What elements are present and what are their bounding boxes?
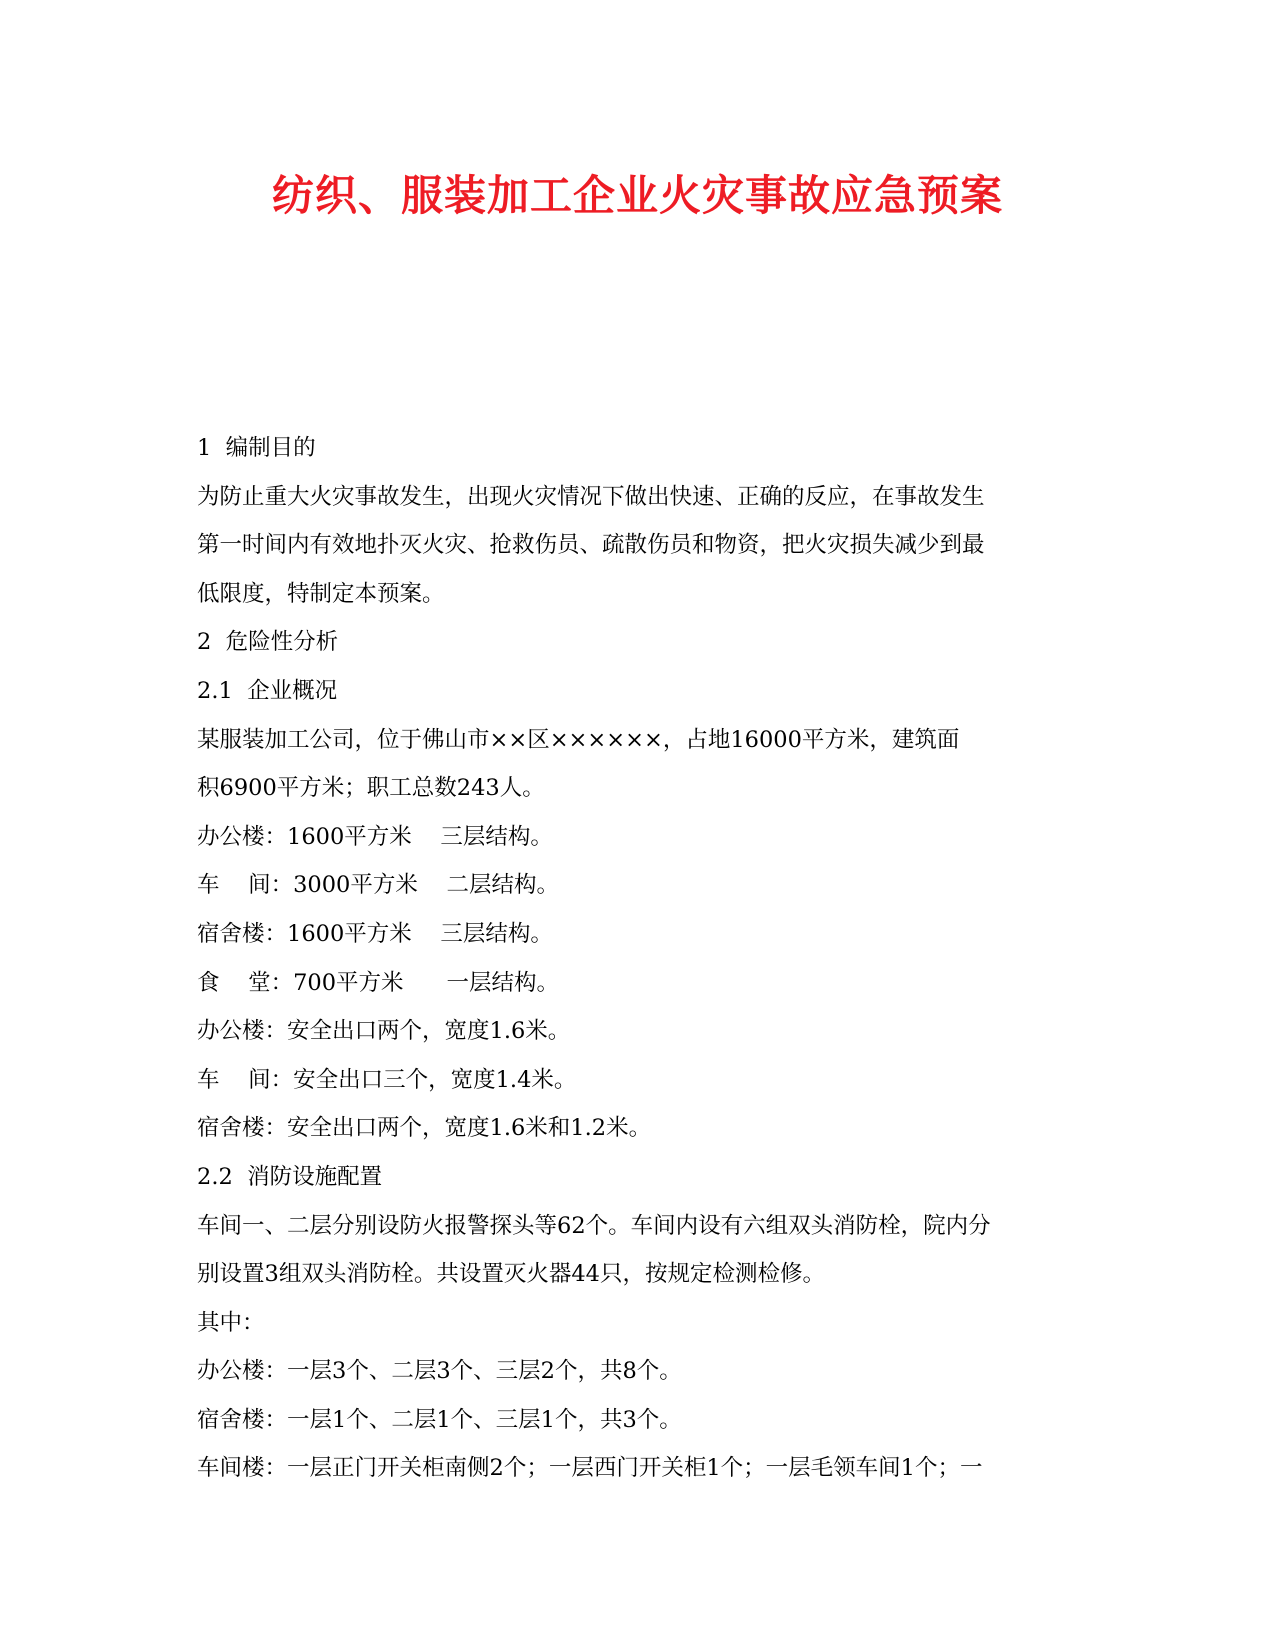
extinguisher-line: 办公楼：一层3个、二层3个、三层2个，共8个。 (197, 1358, 682, 1385)
building-area-line: 宿舍楼：1600平方米 三层结构。 (197, 920, 553, 947)
paragraph-line: 积6900平方米；职工总数243人。 (197, 775, 545, 802)
extinguisher-line: 宿舍楼：一层1个、二层1个、三层1个，共3个。 (197, 1406, 682, 1433)
paragraph-line: 低限度，特制定本预案。 (197, 580, 445, 607)
exit-info-line: 办公楼：安全出口两个，宽度1.6米。 (197, 1018, 571, 1045)
paragraph-line: 其中： (197, 1309, 265, 1336)
exit-info-line: 车 间：安全出口三个，宽度1.4米。 (197, 1066, 577, 1093)
building-area-line: 办公楼：1600平方米 三层结构。 (197, 823, 553, 850)
section-heading: 1 编制目的 (197, 435, 316, 461)
paragraph-line: 别设置3组双头消防栓。共设置灭火器44只，按规定检测检修。 (197, 1261, 825, 1288)
subsection-heading: 2.2 消防设施配置 (197, 1163, 383, 1190)
paragraph-line: 某服装加工公司，位于佛山市××区××××××，占地16000平方米，建筑面 (197, 726, 960, 753)
paragraph-line: 为防止重大火灾事故发生，出现火灾情况下做出快速、正确的反应，在事故发生 (197, 483, 985, 510)
document-title: 纺织、服装加工企业火灾事故应急预案 (271, 171, 1003, 220)
subsection-heading: 2.1 企业概况 (197, 677, 338, 704)
section-heading: 2 危险性分析 (197, 629, 339, 656)
building-area-line: 食 堂：700平方米 一层结构。 (197, 969, 559, 996)
exit-info-line: 宿舍楼：安全出口两个，宽度1.6米和1.2米。 (197, 1115, 652, 1142)
paragraph-line: 车间一、二层分别设防火报警探头等62个。车间内设有六组双头消防栓，院内分 (197, 1212, 991, 1239)
document-body (197, 424, 1077, 1493)
building-area-line: 车 间：3000平方米 二层结构。 (197, 872, 559, 899)
paragraph-line: 第一时间内有效地扑灭火灾、抢救伤员、疏散伤员和物资，把火灾损失减少到最 (197, 532, 985, 559)
extinguisher-line: 车间楼：一层正门开关柜南侧2个；一层西门开关柜1个；一层毛领车间1个；一 (197, 1455, 983, 1482)
